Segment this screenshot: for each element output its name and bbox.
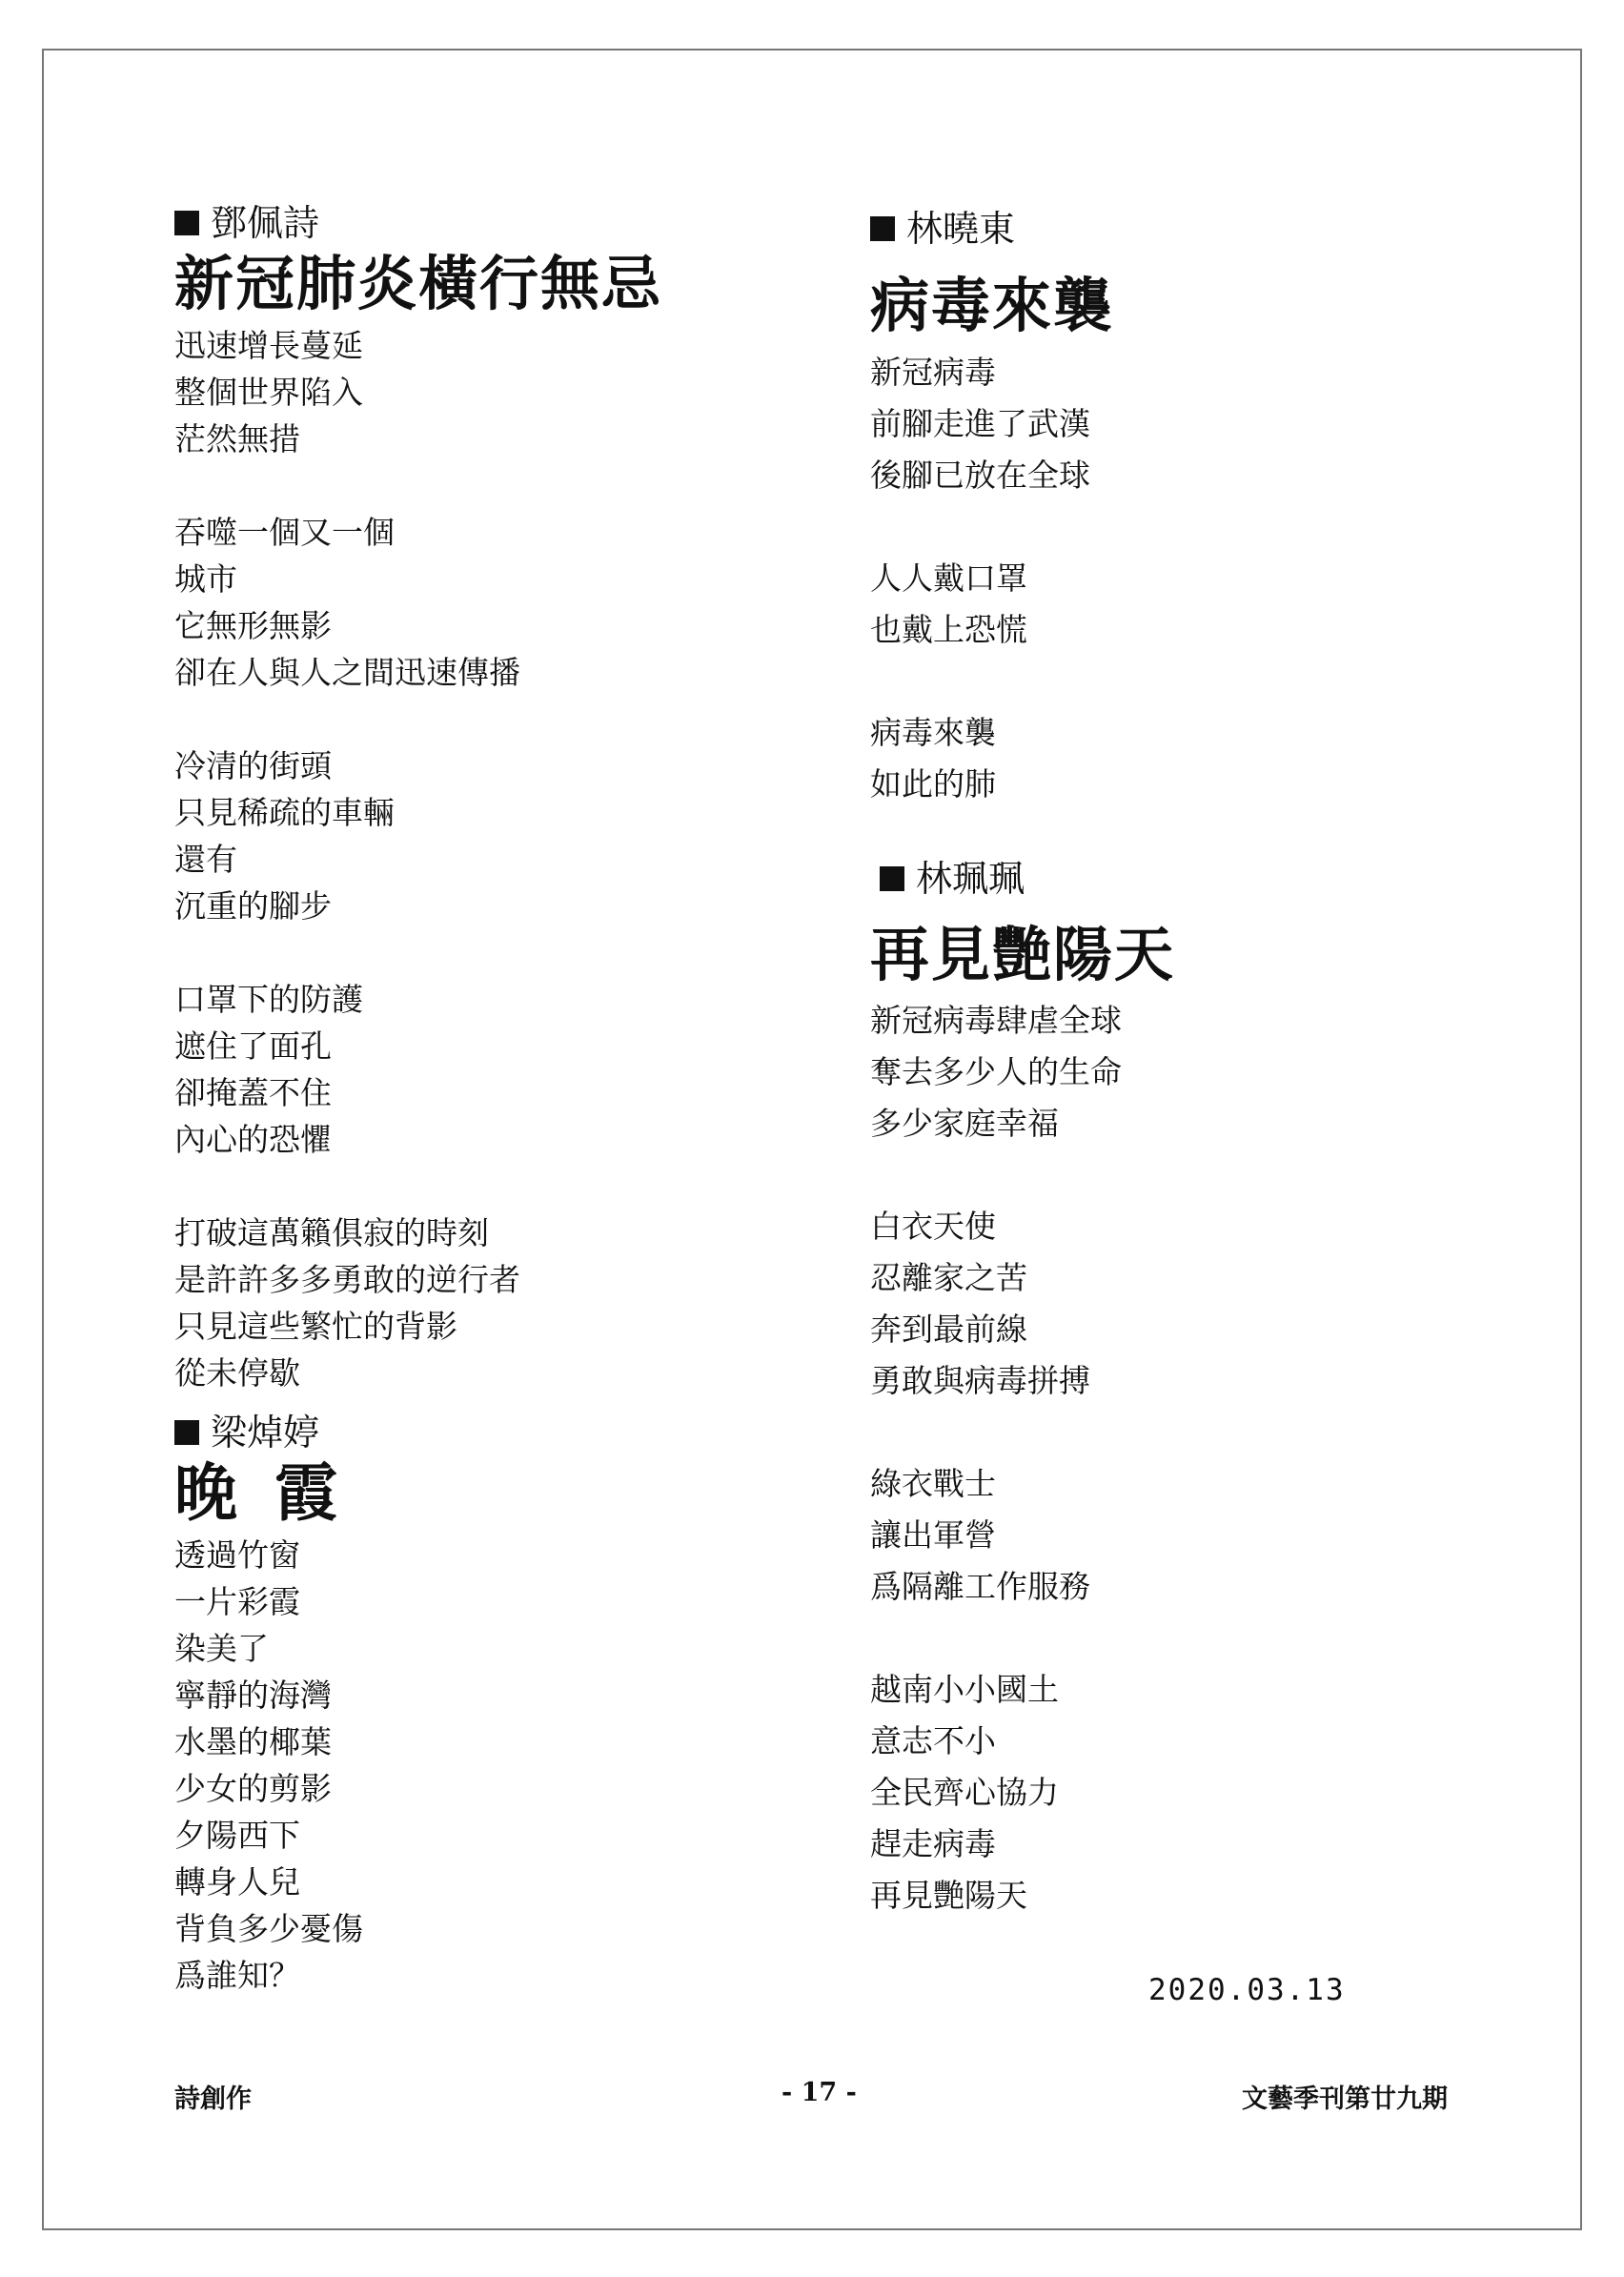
author-line: [174, 200, 708, 246]
poem-line: 只見稀疏的車輛: [174, 794, 395, 831]
poem-line: 是許許多多勇敢的逆行者: [174, 1261, 520, 1298]
poem-line: 整個世界陷入: [174, 374, 363, 411]
poem-line: 轉身人兒: [174, 1863, 300, 1901]
bullet-square-icon: [174, 1420, 199, 1445]
poem-line: 讓出軍營: [870, 1516, 996, 1554]
poem-line: 從未停歇: [174, 1354, 300, 1392]
poem-line: 迅速增長蔓延: [174, 327, 363, 364]
poem-lin-xiaodong: [870, 206, 1404, 810]
footer-publication: 文藝季刊第廿九期: [1242, 2084, 1448, 2114]
poem-line: 病毒來襲: [870, 714, 996, 751]
poem-title: 病毒來襲: [870, 271, 1115, 340]
poem-title: 晚 霞: [174, 1456, 345, 1530]
right-column: [870, 200, 1404, 1921]
poem-line: 茫然無措: [174, 420, 300, 457]
poem-line: 全民齊心協力: [870, 1774, 1059, 1811]
poem-line: 白衣天使: [870, 1208, 996, 1245]
poem-line: 新冠病毒肆虐全球: [870, 1002, 1122, 1039]
poem-line: 口罩下的防護: [174, 981, 363, 1018]
poem-line: 夕陽西下: [174, 1817, 300, 1854]
poem-date: 2020.03.13: [1148, 1973, 1346, 2007]
author-line: [870, 856, 1404, 902]
poem-line: 遮住了面孔: [174, 1027, 332, 1065]
poem-line: 如此的肺: [870, 765, 996, 803]
poem-title: 新冠肺炎橫行無忌: [174, 249, 663, 318]
poem-line: 打破這萬籟俱寂的時刻: [174, 1214, 489, 1251]
bullet-square-icon: [880, 866, 904, 891]
poem-line: 後腳已放在全球: [870, 457, 1090, 494]
page-number: - 17 -: [782, 2078, 857, 2107]
poem-title: 再見艷陽天: [870, 920, 1176, 989]
poem-line: 勇敢與病毒拼搏: [870, 1362, 1090, 1399]
footer-section: 詩創作: [174, 2084, 252, 2114]
poem-line: 水墨的椰葉: [174, 1723, 332, 1760]
stanza: [174, 509, 708, 696]
left-column: [174, 200, 708, 1999]
poem-line: 意志不小: [870, 1722, 996, 1759]
poem-line: 多少家庭幸福: [870, 1105, 1059, 1142]
poem-line: 越南小小國土: [870, 1671, 1059, 1708]
poem-line: 人人戴口罩: [870, 559, 1027, 597]
poem-line: 背負多少憂傷: [174, 1910, 363, 1947]
poem-line: 再見艷陽天: [870, 1877, 1027, 1914]
stanza: [174, 1532, 708, 1999]
poem-line: 爲隔離工作服務: [870, 1568, 1090, 1605]
stanza: [870, 553, 1404, 656]
poem-line: 卻掩蓋不住: [174, 1074, 332, 1111]
poem-line: 一片彩霞: [174, 1583, 300, 1620]
poem-line: 奔到最前線: [870, 1311, 1027, 1348]
poem-line: 綠衣戰士: [870, 1465, 996, 1502]
stanza: [870, 707, 1404, 810]
poem-lin-peipei: [870, 856, 1404, 1921]
poem-line: 爲誰知？: [174, 1957, 300, 1994]
poem-line: 忍離家之苦: [870, 1259, 1027, 1296]
bullet-square-icon: [870, 216, 895, 241]
poem-line: 它無形無影: [174, 607, 332, 644]
stanza: [870, 1458, 1404, 1613]
stanza: [174, 976, 708, 1163]
poem-line: 沉重的腳步: [174, 887, 332, 925]
poem-line: 奪去多少人的生命: [870, 1053, 1122, 1090]
poem-line: 透過竹窗: [174, 1536, 300, 1574]
poem-line: 還有: [174, 841, 237, 878]
author-name: 鄧佩詩: [211, 202, 320, 244]
poem-line: 冷清的街頭: [174, 747, 332, 784]
stanza: [870, 1664, 1404, 1921]
author-line: [870, 206, 1404, 252]
author-name: 林曉東: [906, 208, 1016, 250]
poem-line: 染美了: [174, 1630, 269, 1667]
poem-line: 城市: [174, 560, 237, 598]
stanza: [870, 347, 1404, 501]
poem-line: 也戴上恐慌: [870, 611, 1027, 648]
stanza: [174, 742, 708, 929]
poem-line: 前腳走進了武漢: [870, 405, 1090, 442]
author-name: 梁焯婷: [211, 1412, 320, 1454]
poem-line: 吞噬一個又一個: [174, 514, 395, 551]
author-line: [174, 1410, 708, 1455]
stanza: [870, 995, 1404, 1149]
poem-line: 少女的剪影: [174, 1770, 332, 1807]
poem-liang: [174, 1410, 708, 1999]
poem-line: 內心的恐懼: [174, 1121, 332, 1158]
poem-line: 新冠病毒: [870, 354, 996, 391]
poem-line: 趕走病毒: [870, 1825, 996, 1862]
stanza: [174, 1210, 708, 1396]
stanza: [870, 1201, 1404, 1407]
poem-line: 只見這些繁忙的背影: [174, 1308, 457, 1345]
author-name: 林珮珮: [916, 858, 1025, 900]
stanza: [174, 322, 708, 462]
poem-line: 寧靜的海灣: [174, 1677, 332, 1714]
poem-deng: [174, 200, 708, 1396]
bullet-square-icon: [174, 211, 199, 235]
poem-line: 卻在人與人之間迅速傳播: [174, 654, 520, 691]
